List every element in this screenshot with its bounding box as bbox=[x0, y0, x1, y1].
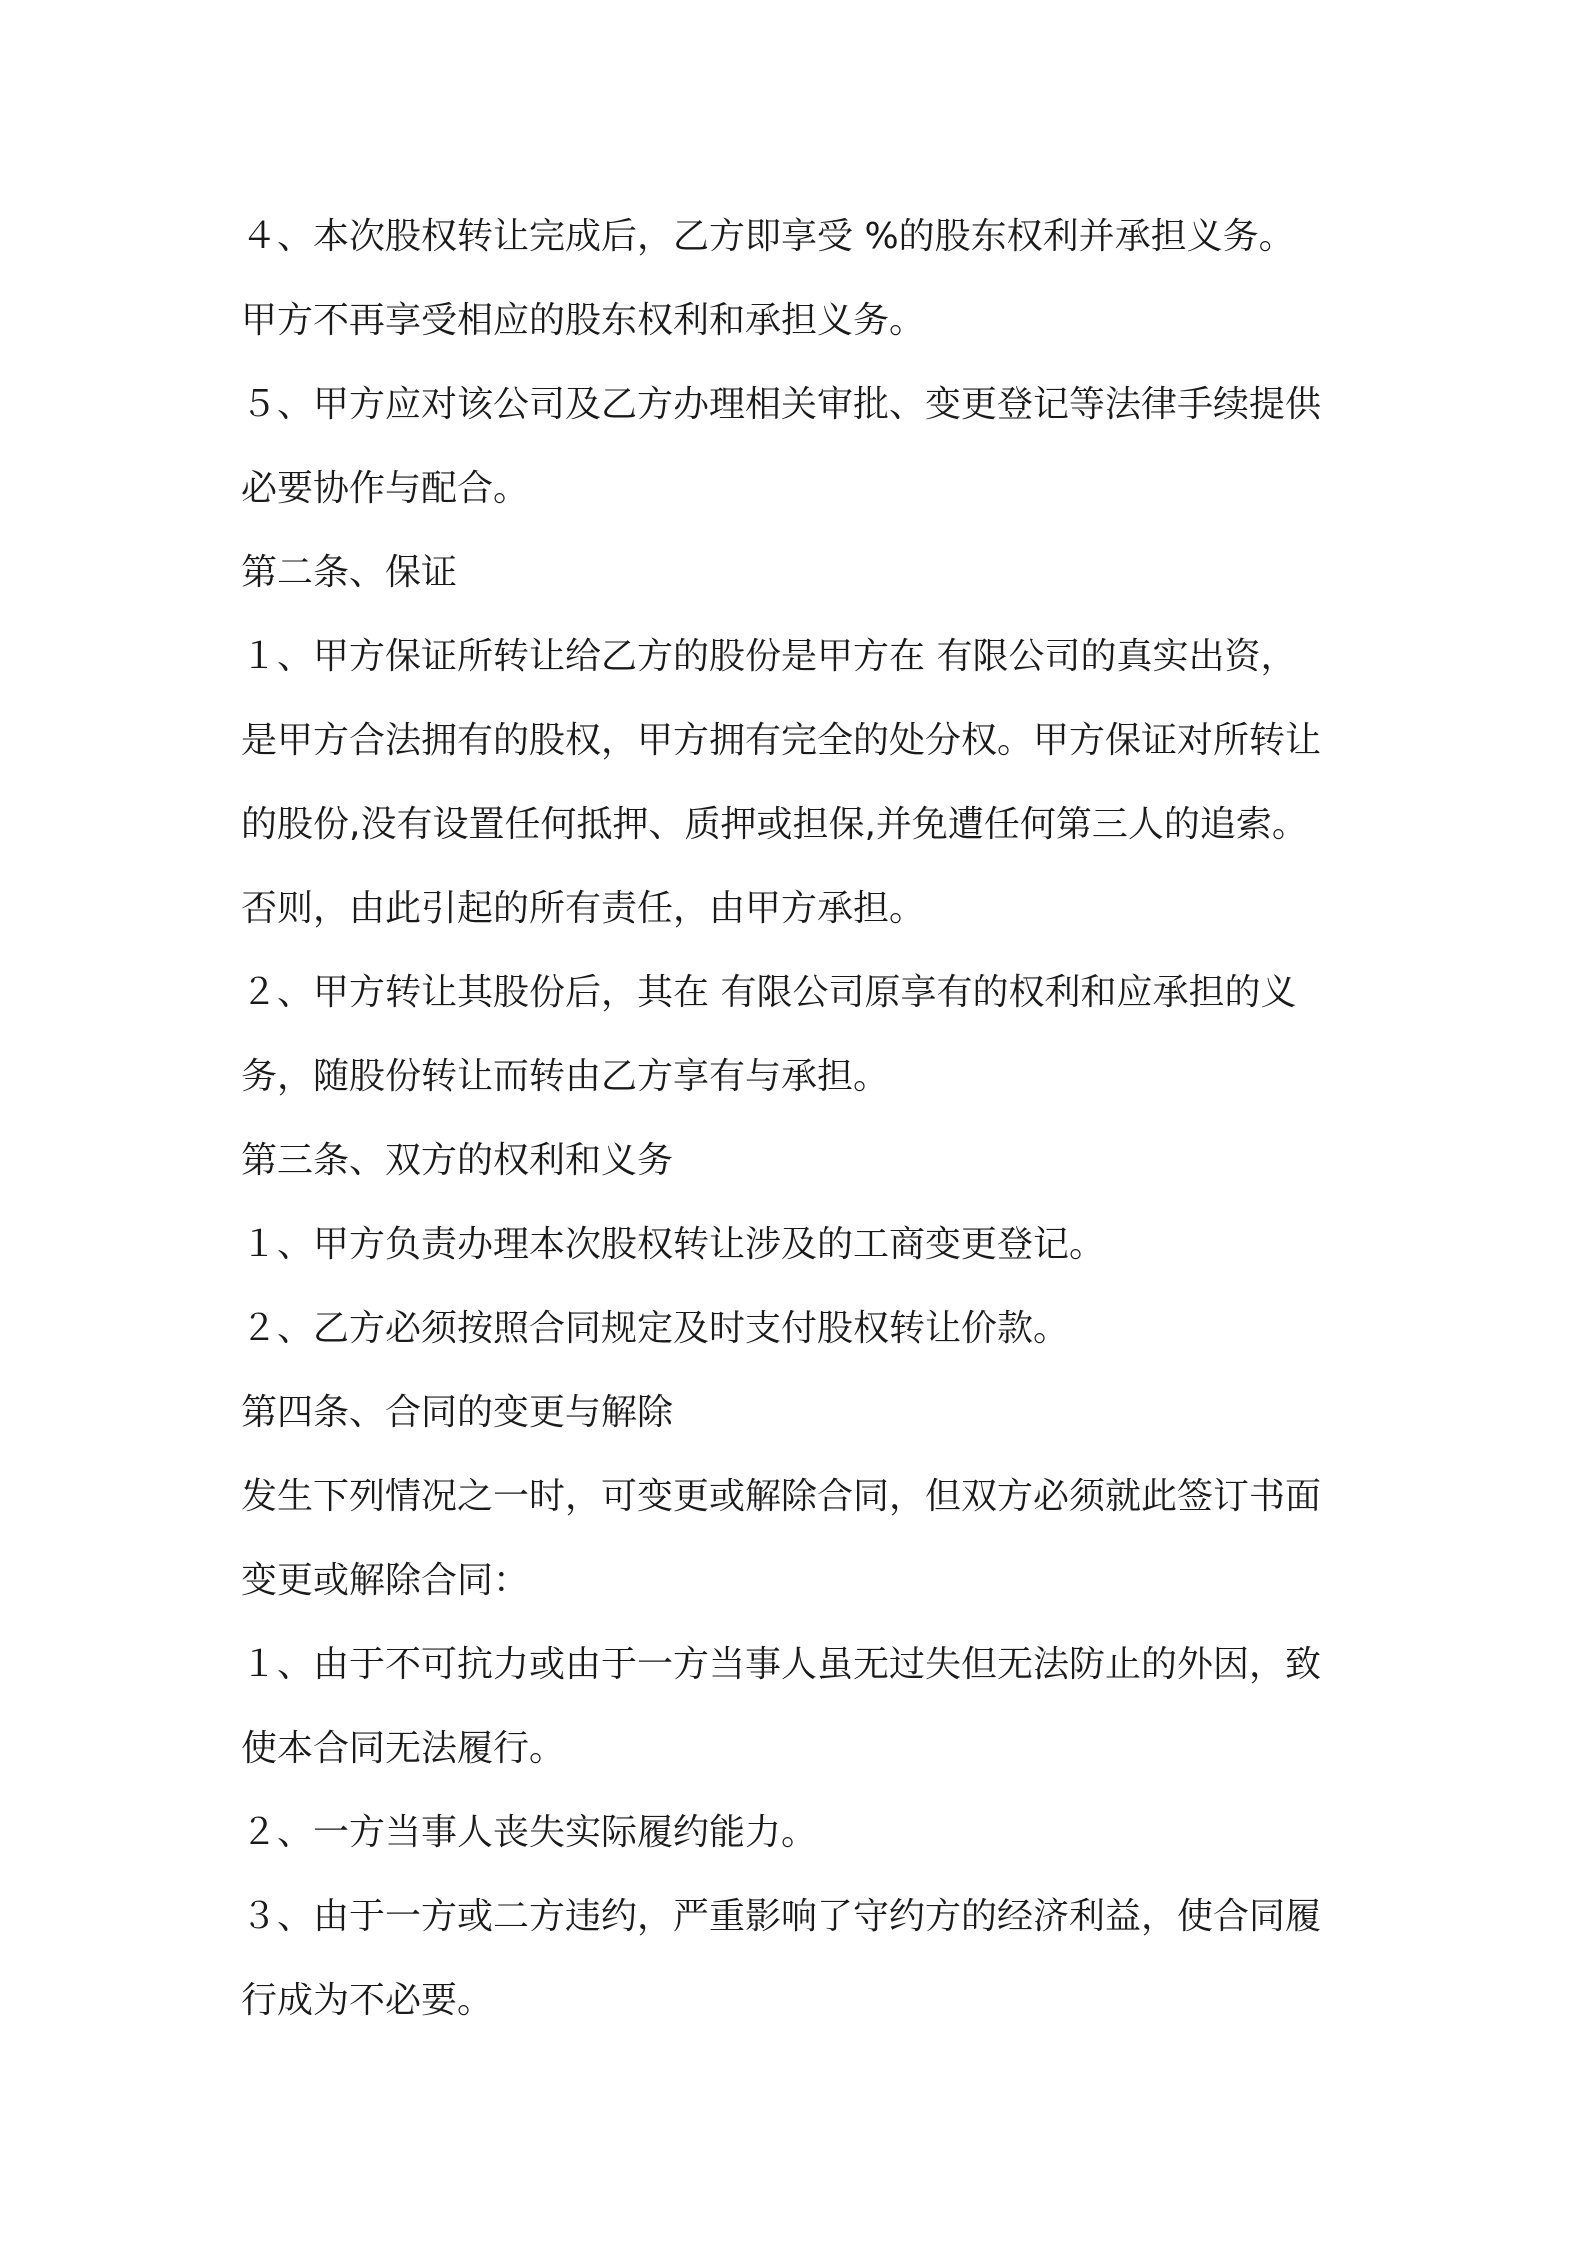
article-2-item-2-line-2: 务，随股份转让而转由乙方享有与承担。 bbox=[241, 1056, 890, 1097]
article-4-intro-line-2: 变更或解除合同： bbox=[241, 1560, 530, 1601]
article-4-item-2: ２、一方当事人丧失实际履约能力。 bbox=[241, 1812, 818, 1853]
article-4-heading: 第四条、合同的变更与解除 bbox=[241, 1392, 674, 1433]
article-2-item-1-line-4: 否则，由此引起的所有责任，由甲方承担。 bbox=[241, 888, 926, 929]
clause-4-line-1: ４、本次股权转让完成后，乙方即享受 %的股东权利并承担义务。 bbox=[241, 216, 1295, 257]
article-3-item-2: ２、乙方必须按照合同规定及时支付股权转让价款。 bbox=[241, 1308, 1070, 1349]
article-3-item-1: １、甲方负责办理本次股权转让涉及的工商变更登记。 bbox=[241, 1224, 1106, 1265]
article-2-item-2-line-1: ２、甲方转让其股份后，其在 有限公司原享有的权利和应承担的义 bbox=[241, 972, 1297, 1013]
article-3-heading: 第三条、双方的权利和义务 bbox=[241, 1140, 674, 1181]
clause-5-line-1: ５、甲方应对该公司及乙方办理相关审批、变更登记等法律手续提供 bbox=[241, 384, 1322, 425]
article-4-item-1-line-1: １、由于不可抗力或由于一方当事人虽无过失但无法防止的外因，致 bbox=[241, 1644, 1322, 1685]
article-2-item-1-line-3: 的股份,没有设置任何抵押、质押或担保,并免遭任何第三人的追索。 bbox=[241, 804, 1308, 845]
clause-4-line-2: 甲方不再享受相应的股东权利和承担义务。 bbox=[241, 300, 926, 341]
document-body bbox=[241, 195, 1351, 2043]
article-4-item-3-line-2: 行成为不必要。 bbox=[241, 1980, 494, 2021]
article-2-item-1-line-1: １、甲方保证所转让给乙方的股份是甲方在 有限公司的真实出资， bbox=[241, 636, 1297, 677]
article-4-item-3-line-1: ３、由于一方或二方违约，严重影响了守约方的经济利益，使合同履 bbox=[241, 1896, 1322, 1937]
article-2-item-1-line-2: 是甲方合法拥有的股权，甲方拥有完全的处分权。甲方保证对所转让 bbox=[241, 720, 1322, 761]
clause-5-line-2: 必要协作与配合。 bbox=[241, 468, 530, 509]
article-2-heading: 第二条、保证 bbox=[241, 552, 458, 593]
article-4-intro-line-1: 发生下列情况之一时，可变更或解除合同，但双方必须就此签订书面 bbox=[241, 1476, 1322, 1517]
article-4-item-1-line-2: 使本合同无法履行。 bbox=[241, 1728, 566, 1769]
